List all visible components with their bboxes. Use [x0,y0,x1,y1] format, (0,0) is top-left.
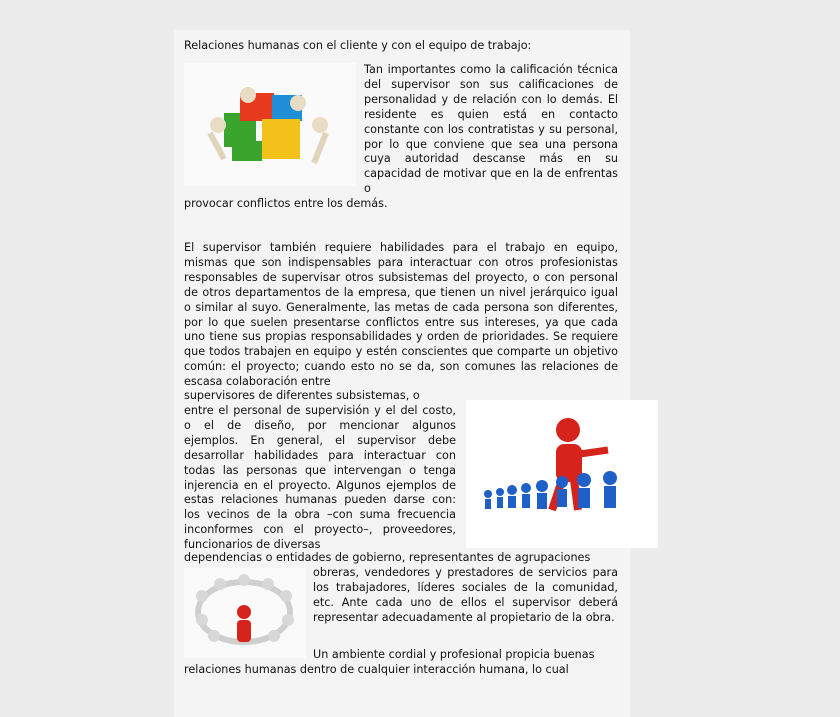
paragraph-1-end: provocar conflictos entre los demás. [184,197,388,210]
paragraph-2-right: obreras, vendedores y prestadores de servicios para los trabajadores, líderes sociales de la comunidad, etc. Ante cada uno de ellos el supervisor deberá representar adecuadamente al propietario de la obra. [313,566,618,624]
circle-team-image [184,568,306,658]
paragraph-3-last: relaciones humanas dentro de cualquier interacción humana, lo cual [184,663,569,676]
paragraph-2-left: entre el personal de supervisión y el del costo, o el de diseño, por mencionar algunos ejemplos. En general, el supervisor debe desarrollar habilidades para interactuar con todas las personas que intervengan o tenga injerencia en el proyecto. Algunos ejemplos de estas relaciones humanas pueden darse con: los vecinos de la obra –con suma frecuencia inconformes con el proyecto–, proveedores, funcionarios de diversas [184,404,456,552]
section-heading: Relaciones humanas con el cliente y con el equipo de trabajo: [184,39,532,52]
paragraph-2-full2: dependencias o entidades de gobierno, representantes de agrupaciones [184,551,591,564]
paragraph-1: Tan importantes como la calificación técnica del supervisor son sus calificaciones de personalidad y de relación con lo demás. El residente es quien está en contacto constante con los contratistas y su personal, por lo que conviene que sea una persona cuya autoridad descanse más en su capacidad de motivar que en la de enfrentas o [364,63,618,196]
paragraph-3-right: Un ambiente cordial y profesional propicia buenas [313,648,595,661]
paragraph-2-line: supervisores de diferentes subsistemas, o [184,389,420,402]
leader-pointing-image [466,400,658,548]
paragraph-2: El supervisor también requiere habilidades para el trabajo en equipo, mismas que son indispensables para interactuar con otros profesionistas responsables de supervisar otros subsistemas del proyecto, o con personal de otros departamentos de la empresa, que tienen un nivel jerárquico igual o similar al suyo. Generalmente, las metas de cada persona son diferentes, por lo que suelen presentarse conflictos entre sus intereses, ya que cada uno tiene sus propias responsabilidades y orden de prioridades. Se requiere que todos trabajen en equipo y estén conscientes que comparte un objetivo común: el proyecto; cuando esto no se da, son comunes las relaciones de escasa colaboración entre [184,241,618,389]
puzzle-team-image [184,63,356,186]
